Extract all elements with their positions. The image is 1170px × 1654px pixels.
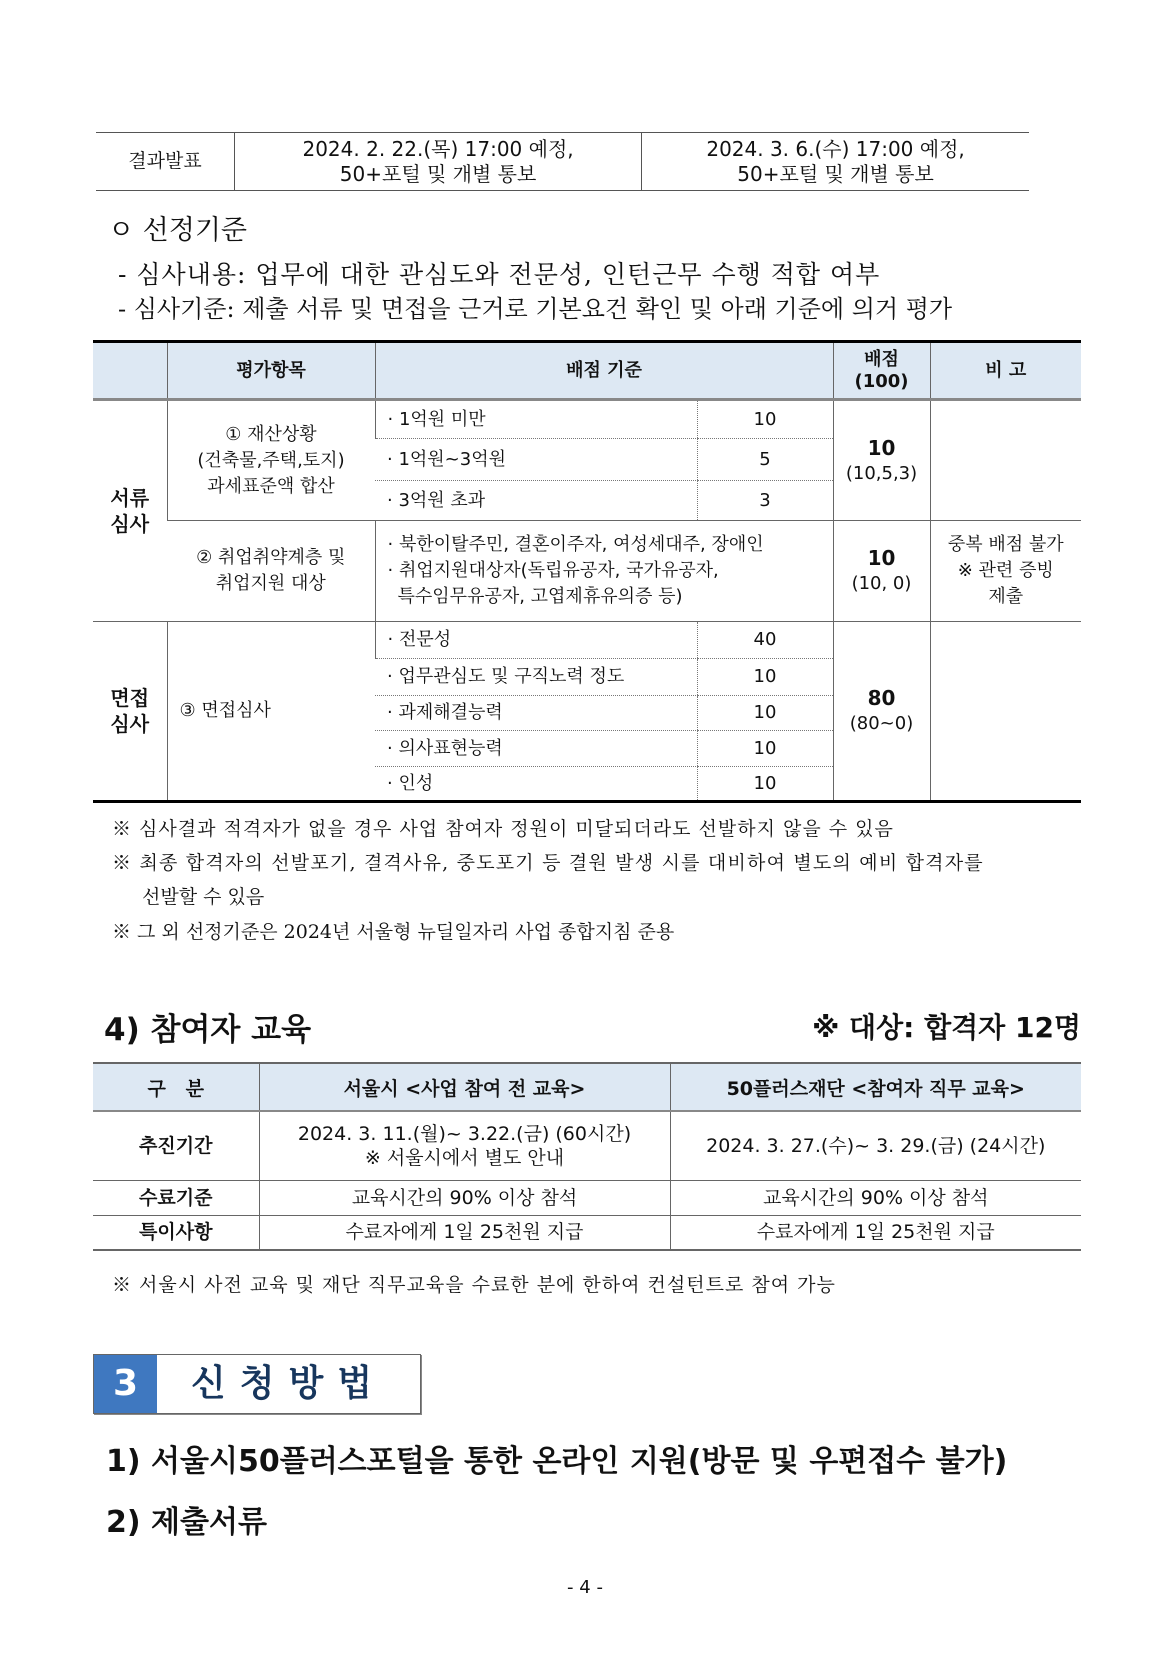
text: 취업지원 대상	[215, 573, 326, 594]
text: 제출	[988, 586, 1024, 607]
criteria-score: 10	[697, 400, 833, 439]
note: ※ 최종 합격자의 선발포기, 결격사유, 중도포기 등 결원 발생 시를 대비하여 별도의 예비 합격자를	[112, 852, 984, 874]
item-total	[833, 622, 930, 802]
foundation-cell: 2024. 3. 27.(수)~ 3. 29.(금) (24시간)	[670, 1111, 1081, 1180]
row-label: 특이사항	[93, 1215, 259, 1250]
row-label: 추진기간	[93, 1111, 259, 1180]
education-target: ※ 대상: 합격자 12명	[812, 1011, 1081, 1044]
text: 심사	[110, 712, 150, 736]
text: ※ 관련 증빙	[957, 560, 1054, 581]
section-number: 3	[94, 1355, 157, 1413]
group-interview	[93, 622, 167, 802]
result-announcement-table	[96, 132, 1029, 191]
text: · 북한이탈주민, 결혼이주자, 여성세대주, 장애인	[387, 534, 764, 555]
text: (10,5,3)	[845, 462, 918, 484]
header-item: 평가항목	[167, 342, 375, 400]
text: (80~0)	[849, 713, 914, 734]
criteria-row: · 3억원 초과	[387, 489, 486, 511]
subsection-online: 1) 서울시50플러스포털을 통한 온라인 지원(방문 및 우편접수 불가)	[106, 1444, 1008, 1479]
group-document	[93, 400, 167, 622]
text: 면접	[110, 686, 150, 710]
education-note: ※ 서울시 사전 교육 및 재단 직무교육을 수료한 분에 한하여 컨설턴트로 참여 가능	[112, 1274, 836, 1296]
text: 서류	[110, 486, 150, 510]
text: 50+포털 및 개별 통보	[339, 161, 537, 186]
text: ② 취업취약계층 및	[196, 547, 346, 568]
text: 2024. 3. 6.(수) 17:00 예정,	[706, 136, 965, 161]
text: (건축물,주택,토지)	[197, 449, 345, 471]
criteria-row: · 1억원 미만	[375, 400, 697, 439]
text: ① 재산상황	[225, 423, 317, 445]
text: 특수임무유공자, 고엽제휴유의증 등)	[397, 586, 683, 607]
header-remarks: 비 고	[930, 342, 1081, 400]
header-score	[833, 342, 930, 400]
education-title: 4) 참여자 교육	[104, 1012, 312, 1048]
item-total	[833, 521, 930, 622]
criteria-row: · 인성	[387, 772, 434, 794]
criteria-row: · 의사표현능력	[375, 731, 697, 767]
criteria-line: - 심사기준: 제출 서류 및 면접을 근거로 기본요건 확인 및 아래 기준에 의거 평가	[118, 295, 953, 323]
header-criteria: 배점 기준	[375, 342, 833, 400]
text: 50+포털 및 개별 통보	[737, 161, 934, 186]
item-remarks	[930, 622, 1081, 802]
text: ※ 서울시에서 별도 안내	[364, 1146, 565, 1169]
criteria-row: · 과제해결능력	[375, 696, 697, 731]
note: ※ 심사결과 적격자가 없을 경우 사업 참여자 정원이 미달되더라도 선발하지 않을 수 있음	[112, 818, 894, 840]
text: 배점	[864, 348, 899, 370]
header-foundation: 50플러스재단 <참여자 직무 교육>	[670, 1063, 1081, 1111]
foundation-cell: 교육시간의 90% 이상 참석	[670, 1180, 1081, 1215]
subsection-documents: 2) 제출서류	[106, 1505, 267, 1540]
text: (10, 0)	[851, 573, 912, 594]
text: 과세표준액 합산	[207, 475, 335, 497]
section-header	[93, 1354, 421, 1414]
criteria-line: - 심사내용: 업무에 대한 관심도와 전문성, 인턴근무 수행 적합 여부	[118, 260, 881, 289]
section-title: 신청방법	[190, 1363, 387, 1404]
result-label: 결과발표	[128, 150, 202, 172]
text: 10	[867, 546, 896, 570]
note: 선발할 수 있음	[142, 886, 265, 908]
item-vulnerable	[167, 521, 375, 622]
seoul-cell	[259, 1111, 670, 1180]
header-blank	[93, 342, 167, 400]
text: 심사	[110, 512, 150, 536]
criteria-row: · 1억원~3억원	[375, 439, 697, 481]
criteria-score: 40	[697, 622, 833, 659]
item-total	[833, 400, 930, 521]
header-seoul: 서울시 <사업 참여 전 교육>	[259, 1063, 670, 1111]
criteria-score: 10	[697, 767, 833, 802]
criteria-desc	[375, 521, 833, 622]
page-number: - 4 -	[567, 1577, 603, 1598]
text: 중복 배점 불가	[947, 534, 1064, 555]
criteria-score: 3	[697, 481, 833, 521]
seoul-cell: 교육시간의 90% 이상 참석	[259, 1180, 670, 1215]
item-remarks	[930, 521, 1081, 622]
note: ※ 그 외 선정기준은 2024년 서울형 뉴딜일자리 사업 종합지침 준용	[112, 921, 675, 943]
text: 2024. 2. 22.(목) 17:00 예정,	[302, 136, 574, 161]
evaluation-table	[93, 340, 1081, 803]
text: · 취업지원대상자(독립유공자, 국가유공자,	[387, 560, 719, 581]
criteria-score: 10	[697, 731, 833, 767]
foundation-cell: 수료자에게 1일 25천원 지급	[670, 1215, 1081, 1250]
item-remarks	[930, 400, 1081, 521]
result-date-2	[642, 133, 1029, 191]
text: (100)	[854, 370, 909, 392]
criteria-score: 10	[697, 659, 833, 696]
criteria-heading: ㅇ 선정기준	[108, 215, 247, 246]
text: 2024. 3. 11.(월)~ 3.22.(금) (60시간)	[297, 1122, 632, 1145]
item-property	[167, 400, 375, 521]
row-label: 수료기준	[93, 1180, 259, 1215]
criteria-row: · 업무관심도 및 구직노력 정도	[375, 659, 697, 696]
item-interview: ③ 면접심사	[167, 622, 375, 802]
criteria-row: · 전문성	[375, 622, 697, 659]
header-category: 구 분	[93, 1063, 259, 1111]
education-table	[93, 1062, 1081, 1251]
text: 10	[867, 435, 896, 460]
result-date-1	[235, 133, 642, 191]
criteria-score: 5	[697, 439, 833, 481]
seoul-cell: 수료자에게 1일 25천원 지급	[259, 1215, 670, 1250]
text: 80	[867, 686, 896, 710]
criteria-score: 10	[697, 696, 833, 731]
